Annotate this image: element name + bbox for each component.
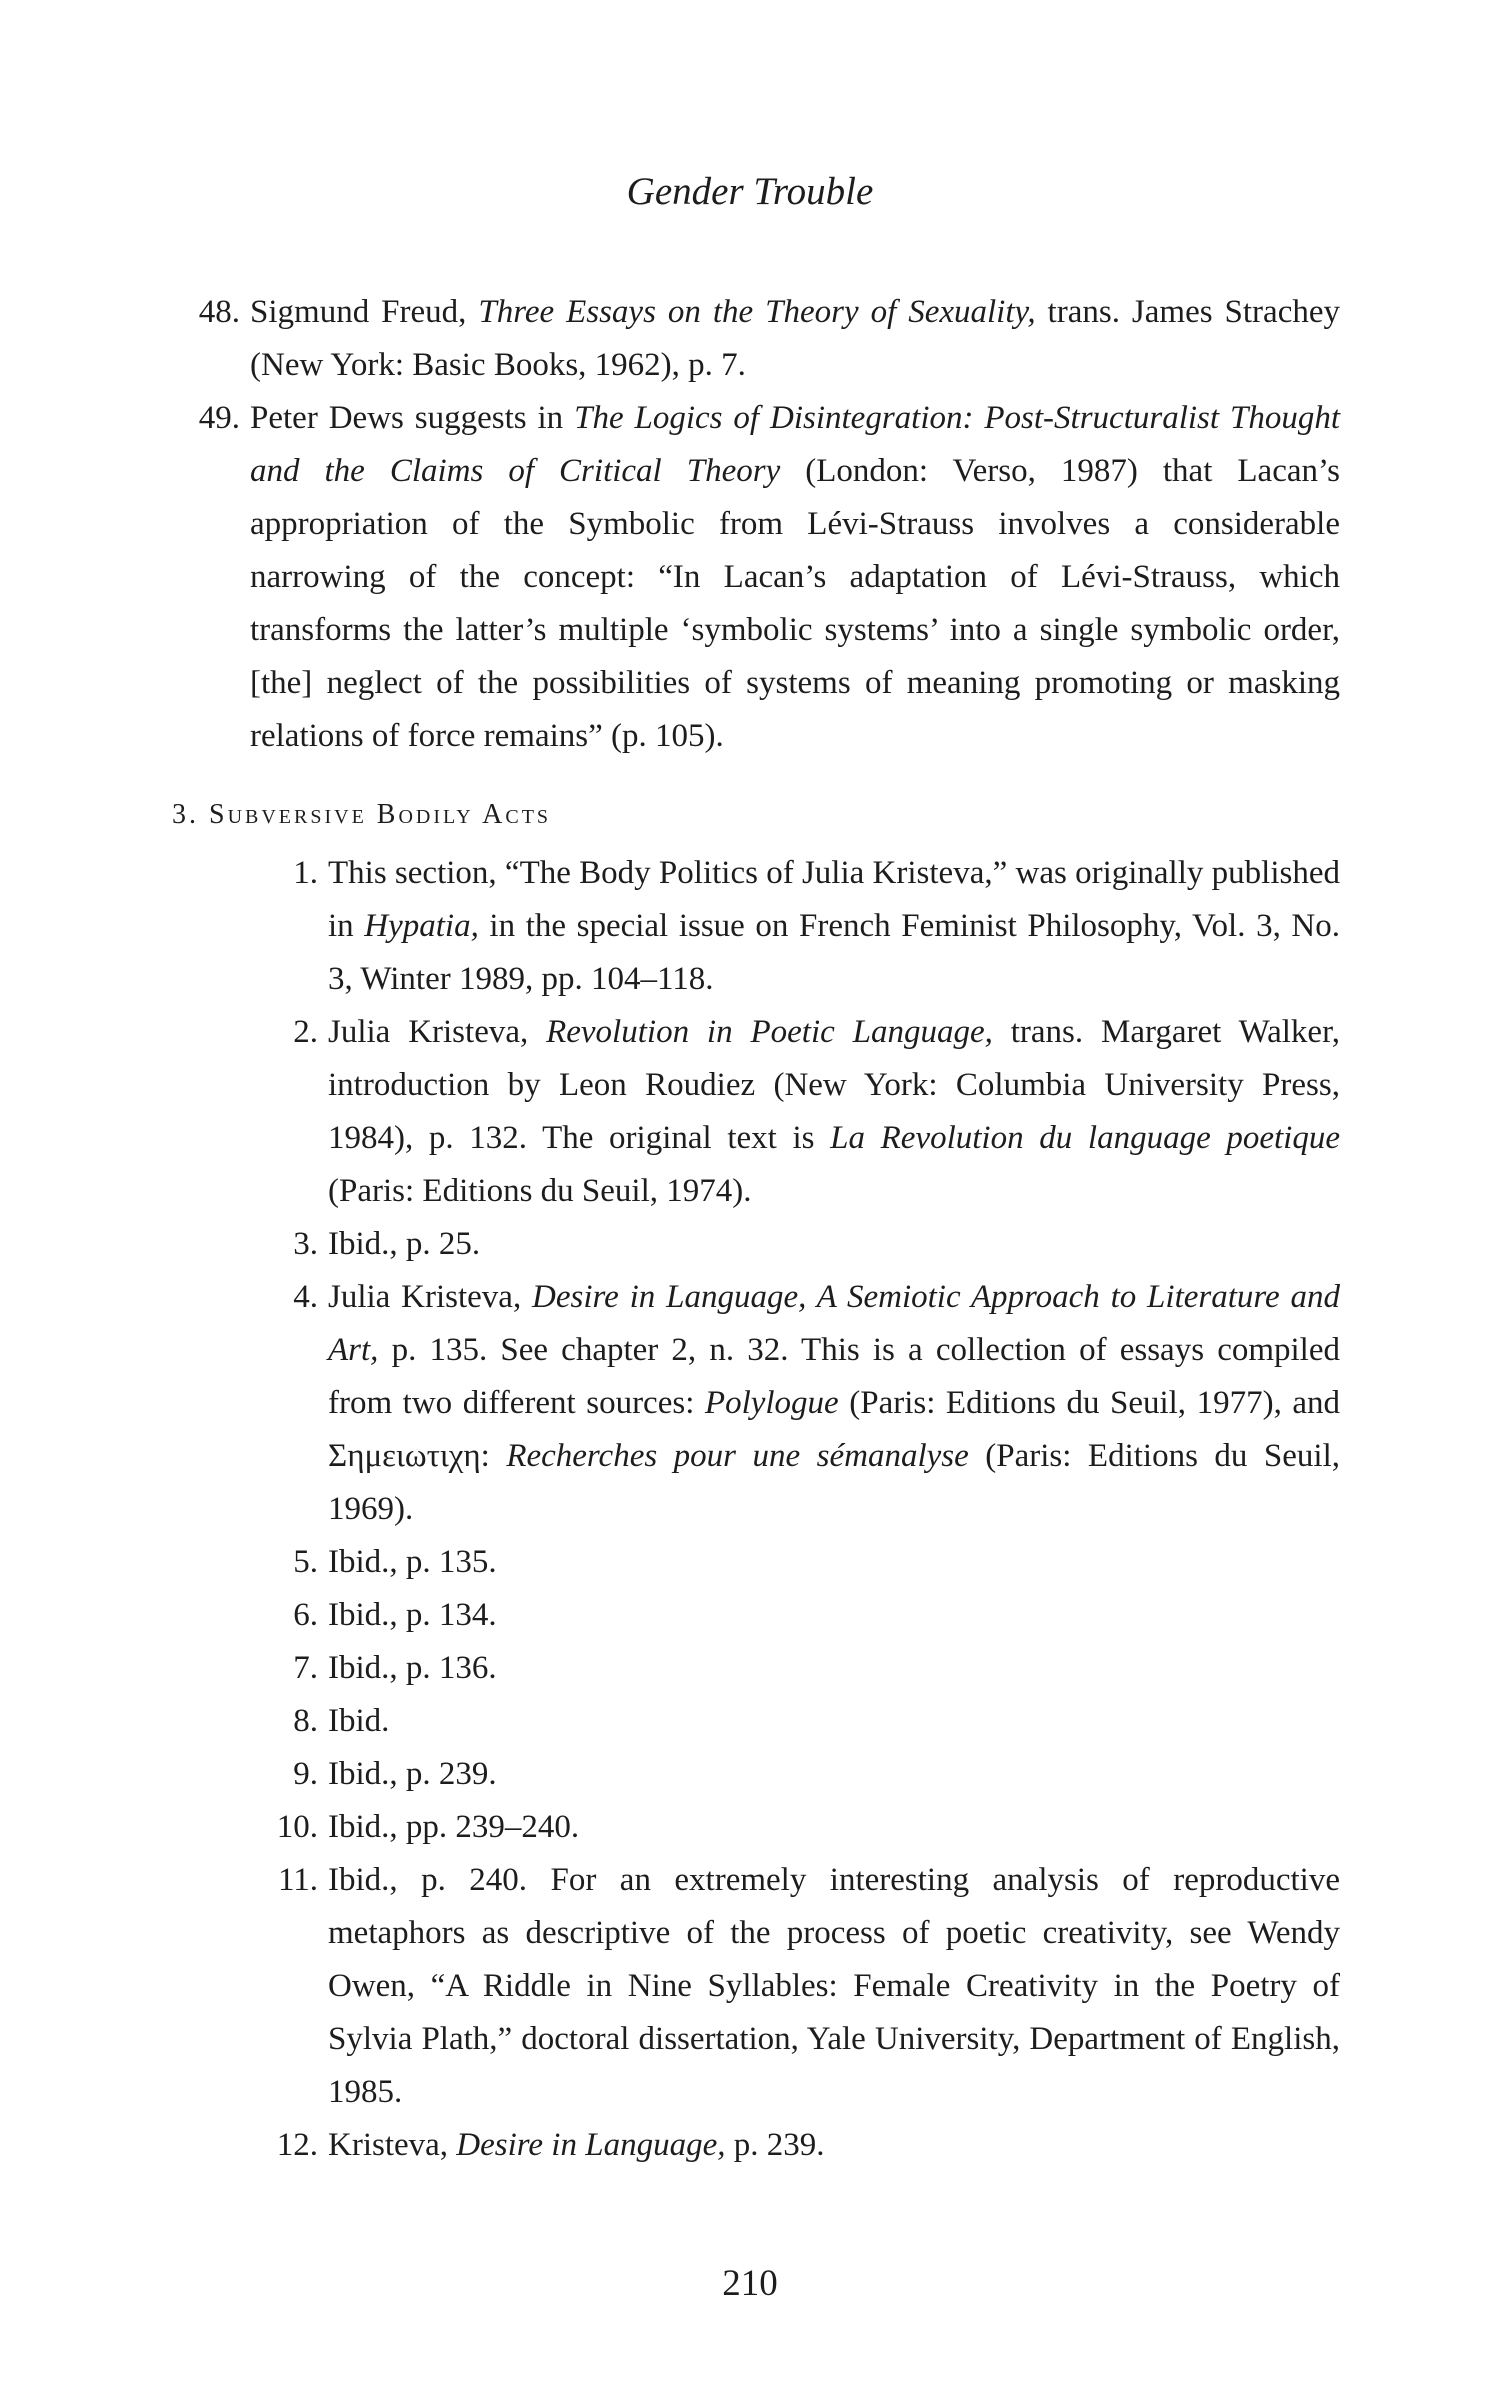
endnote-number: 4. (293, 1279, 318, 1315)
endnote (250, 1271, 1340, 1536)
endnote-number: 2. (293, 1014, 318, 1050)
italic-title: Desire in Language, A Semiotic Approach to Literature and Art, (328, 1279, 1340, 1368)
text-run: Ibid., p. 134. (328, 1597, 497, 1633)
text-run: Sigmund Freud, (250, 294, 479, 330)
text-run: in the special issue on French Feminist Philosophy, Vol. 3, No. 3, Winter 1989, pp. 104–118. (328, 908, 1340, 997)
italic-title: Three Essays on the Theory of Sexuality, (478, 294, 1036, 330)
endnote-number: 6. (293, 1597, 318, 1633)
italic-title: Recherches pour une sémanalyse (506, 1438, 969, 1474)
endnote-text (250, 294, 1340, 383)
endnote-number: 11. (277, 1862, 318, 1898)
italic-title: Polylogue (704, 1385, 839, 1421)
endnote-number: 8. (293, 1703, 318, 1739)
endnote-text (250, 400, 1340, 754)
endnote-number: 1. (293, 855, 318, 891)
endnote (250, 1801, 1340, 1854)
text-run: Julia Kristeva, (328, 1014, 547, 1050)
endnote-text (328, 1597, 497, 1633)
endnote-number: 12. (276, 2127, 318, 2163)
text-run: Ibid., p. 239. (328, 1756, 497, 1792)
endnote-number: 10. (276, 1809, 318, 1845)
endnote-number: 49. (198, 400, 240, 436)
text-run: Ibid., p. 135. (328, 1544, 497, 1580)
endnote-text (328, 1862, 1340, 2110)
running-head: Gender Trouble (626, 170, 874, 213)
text-run: (London: Verso, 1987) that Lacan’s appropriation of the Symbolic from Lévi-Strauss involves a considerable narrowing of the concept: “In Lacan’s adaptation of Lévi-Strauss, which transforms the latter’s multiple ‘symbolic systems’ into a single symbolic order, [the] neglect of the possibilities of systems of meaning promoting or masking relations of force remains” (p. 105). (250, 453, 1340, 754)
italic-title: Hypatia, (364, 908, 479, 944)
endnote (250, 1748, 1340, 1801)
notes-group-top (172, 286, 1340, 763)
endnote-text (328, 1544, 497, 1580)
endnote (250, 1695, 1340, 1748)
endnote-number: 7. (293, 1650, 318, 1686)
endnote (250, 1006, 1340, 1218)
endnote-text (328, 1809, 579, 1845)
endnote (250, 1536, 1340, 1589)
text-run: Julia Kristeva, (328, 1279, 533, 1315)
text-run: Ibid., p. 240. For an extremely interesting analysis of reproductive metaphors as descriptive of the process of poetic creativity, see Wendy Owen, “A Riddle in Nine Syllables: Female Creativity in the Poetry of Sylvia Plath,” doctoral dissertation, Yale University, Department of English, 1985. (328, 1862, 1340, 2110)
italic-title: The Logics of Disintegration: Post-Structuralist Thought and the Claims of Critical Theory (250, 400, 1340, 489)
endnote-number: 5. (293, 1544, 318, 1580)
page-number: 210 (722, 2263, 778, 2304)
endnote (250, 1218, 1340, 1271)
text-run: p. 239. (725, 2127, 825, 2163)
text-run: p. 135. See chapter 2, n. 32. This is a collection of essays compiled from two different sources: (328, 1332, 1340, 1421)
endnote (172, 286, 1340, 392)
italic-title: Revolution in Poetic Language, (546, 1014, 993, 1050)
endnote-text (328, 1014, 1340, 1209)
italic-title: La Revolution du language poetique (830, 1120, 1340, 1156)
endnote (250, 1854, 1340, 2119)
text-run: Peter Dews suggests in (250, 400, 575, 436)
text-run: (Paris: Editions du Seuil, 1974). (328, 1173, 752, 1209)
endnote-text (328, 855, 1340, 997)
endnote-text (328, 1279, 1340, 1527)
endnote (250, 1642, 1340, 1695)
section-heading: 3. Subversive Bodily Acts (172, 799, 552, 830)
text-run: Ibid., pp. 239–240. (328, 1809, 580, 1845)
text-run: Ibid., p. 25. (328, 1226, 481, 1262)
endnote-text (328, 1703, 389, 1739)
text-run: (Paris: Editions du Seuil, 1977), and Σημειωτιχη: (328, 1385, 1340, 1474)
endnote (250, 2119, 1340, 2172)
endnote-text (328, 1226, 480, 1262)
endnote (250, 847, 1340, 1006)
endnote-text (328, 1650, 497, 1686)
text-run: trans. Margaret Walker, introduction by Leon Roudiez (New York: Columbia University Press, 1984), p. 132. The original text is (328, 1014, 1340, 1156)
endnote-number: 3. (293, 1226, 318, 1262)
endnote (172, 392, 1340, 763)
endnote-number: 9. (293, 1756, 318, 1792)
text-run: Ibid., p. 136. (328, 1650, 497, 1686)
notes-group-section (172, 847, 1340, 2172)
text-run: Ibid. (328, 1703, 390, 1739)
endnote (250, 1589, 1340, 1642)
text-run: This section, “The Body Politics of Julia Kristeva,” was originally published in (328, 855, 1340, 944)
endnotes (172, 286, 1340, 2172)
italic-title: Desire in Language, (456, 2127, 726, 2163)
text-run: Kristeva, (328, 2127, 457, 2163)
text-run: trans. James Strachey (New York: Basic Books, 1962), p. 7. (250, 294, 1340, 383)
endnote-number: 48. (198, 294, 240, 330)
endnote-text (328, 1756, 497, 1792)
endnote-text (328, 2127, 824, 2163)
text-run: (Paris: Editions du Seuil, 1969). (328, 1438, 1341, 1527)
